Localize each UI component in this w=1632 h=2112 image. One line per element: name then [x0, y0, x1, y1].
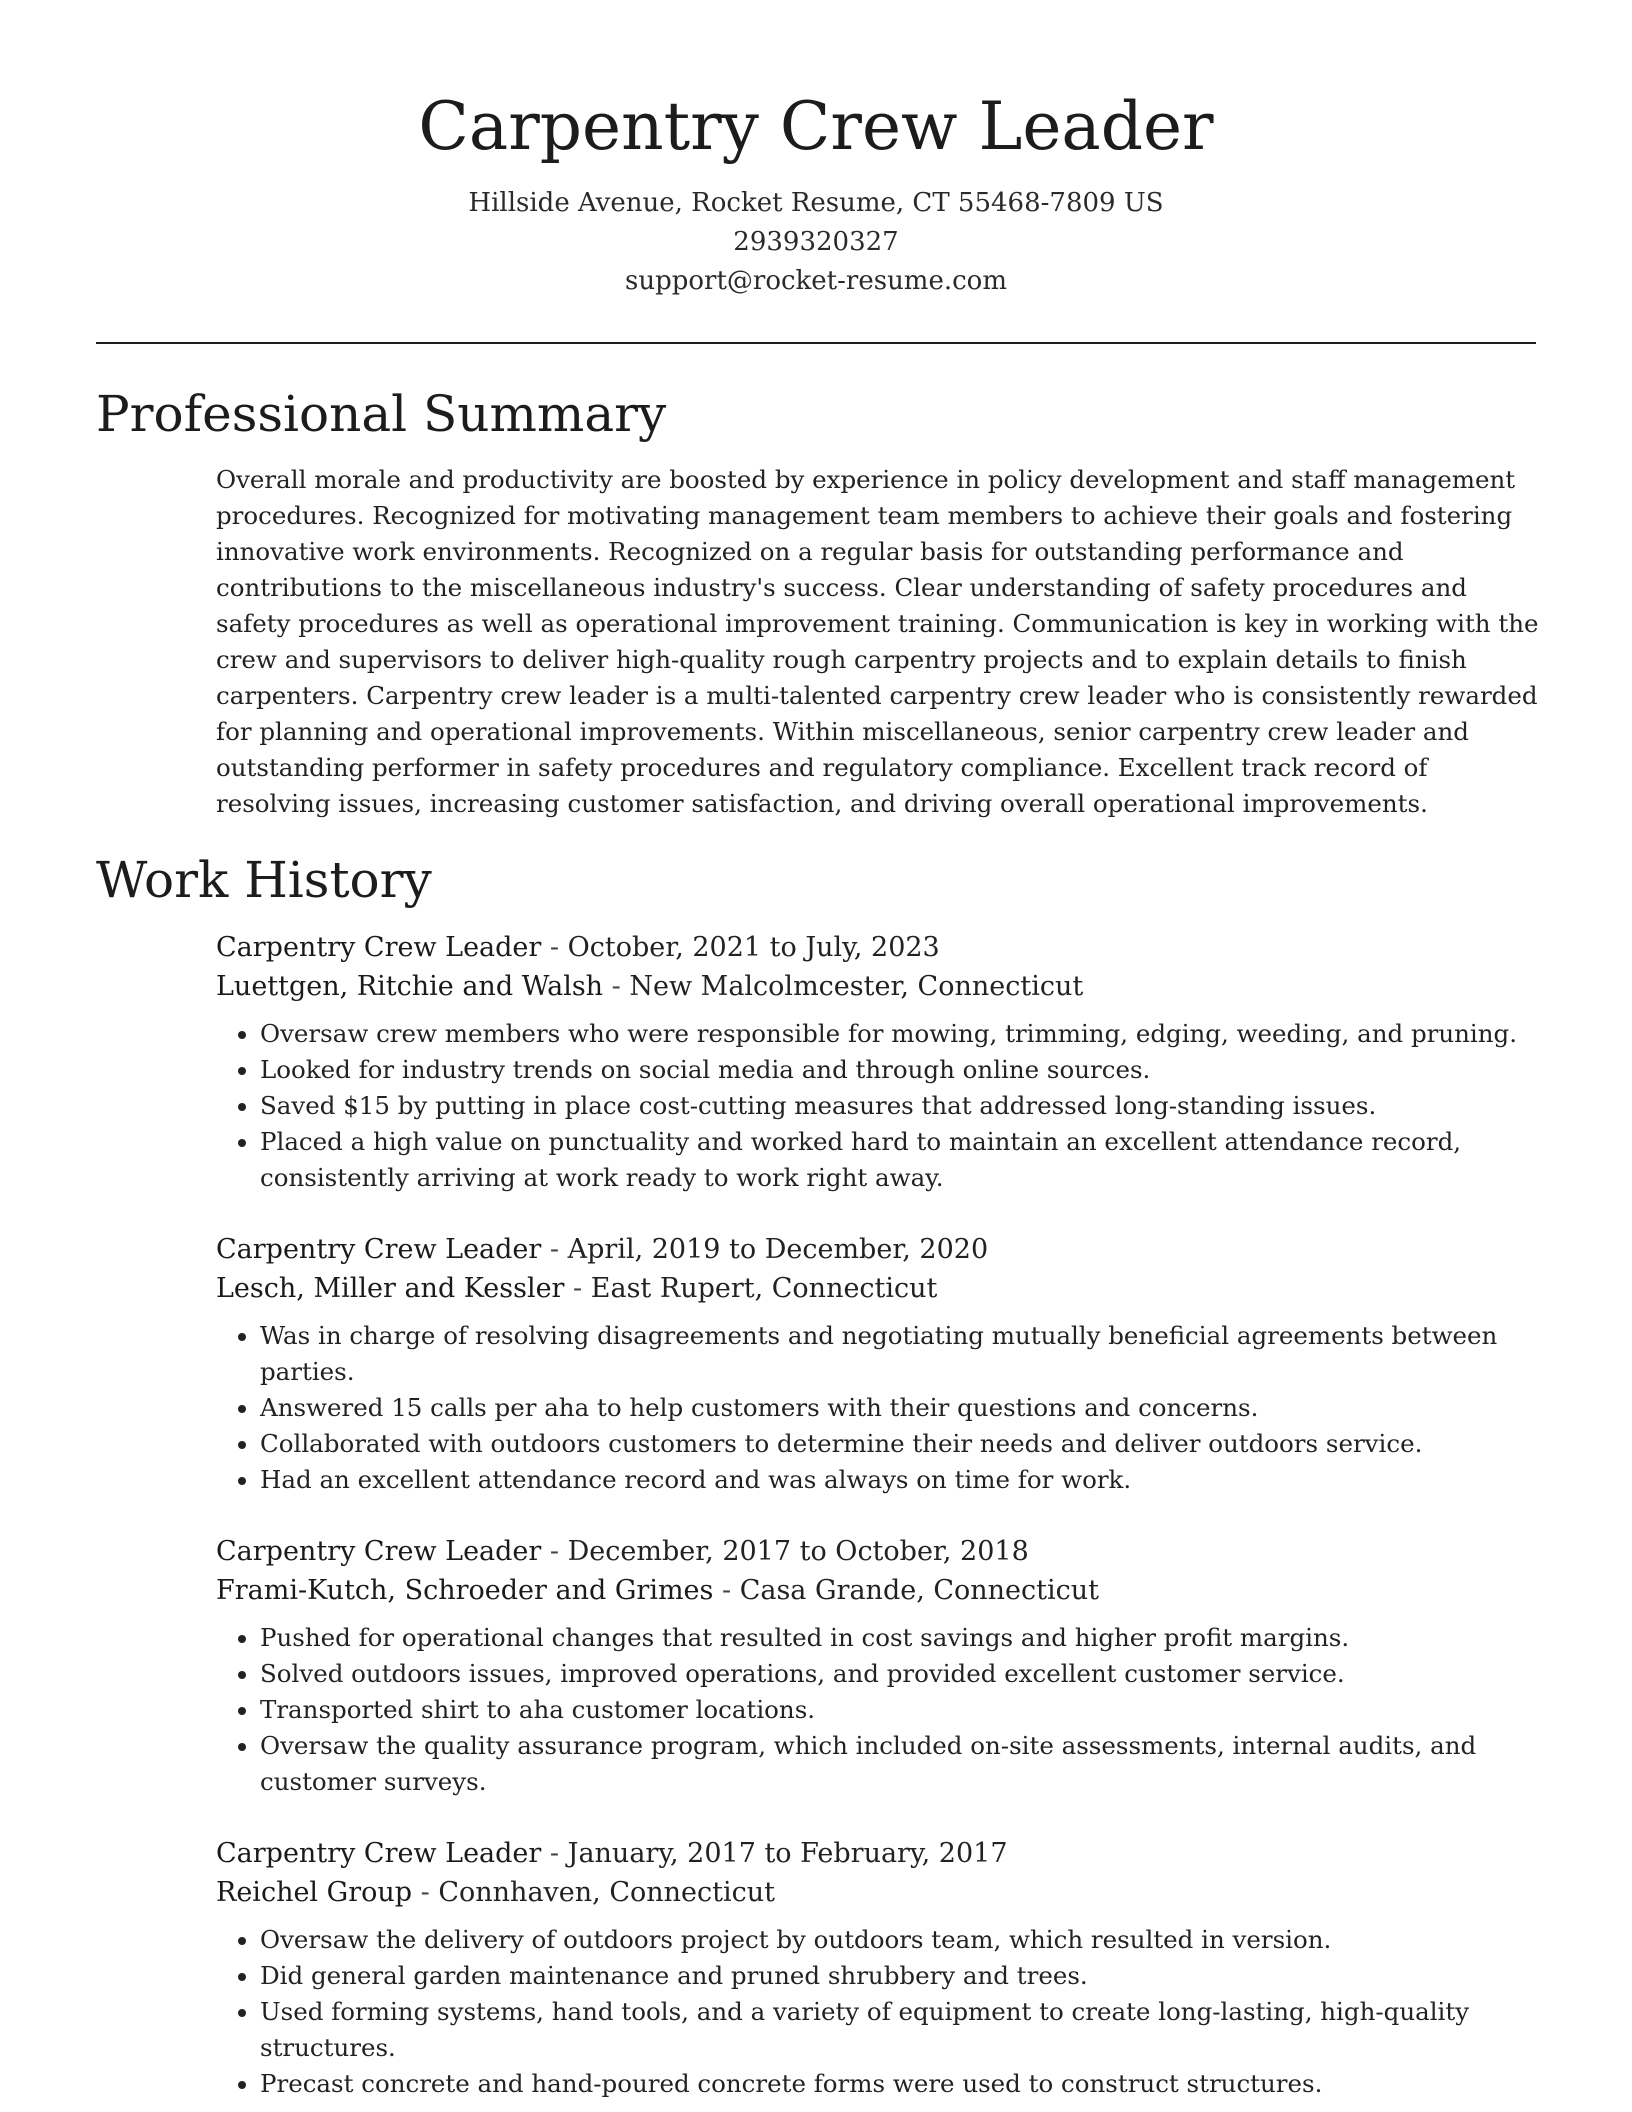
candidate-name: Carpentry Crew Leader: [418, 88, 1214, 165]
job-dates: January, 2017 to February, 2017: [567, 1838, 1008, 1869]
job-separator: -: [541, 1838, 568, 1869]
contact-email: support@rocket-resume.com: [624, 266, 1007, 296]
job-company: Frami-Kutch, Schroeder and Grimes: [216, 1575, 714, 1606]
job-entry: [216, 1230, 1540, 1498]
job-separator: -: [713, 1575, 740, 1606]
header-divider: [96, 342, 1536, 344]
job-bullet: • Was in charge of resolving disagreements and negotiating mutually beneficial agreements between parties.: [260, 1318, 1540, 1390]
job-title-line: [216, 1532, 1540, 1571]
contact-block: [0, 184, 1632, 301]
job-entry: [216, 928, 1540, 1196]
job-bullet: • Used forming systems, hand tools, and a variety of equipment to create long-lasting, high-quality structures.: [260, 1994, 1540, 2066]
summary-heading: Professional Summary: [96, 385, 667, 443]
job-bullet-list: [216, 1016, 1540, 1196]
job-role: Carpentry Crew Leader: [216, 1536, 542, 1567]
job-bullet: • Transported shirt to aha customer locations.: [260, 1692, 1540, 1728]
job-separator: -: [603, 971, 630, 1002]
job-separator: -: [541, 1234, 568, 1265]
job-dates: April, 2019 to December, 2020: [567, 1234, 989, 1265]
job-bullet: • Precast concrete and hand-poured concrete forms were used to construct structures.: [260, 2066, 1540, 2102]
job-bullet: • Placed a high value on punctuality and worked hard to maintain an excellent attendance record, consistently arriving at work ready to work right away.: [260, 1124, 1540, 1196]
job-role: Carpentry Crew Leader: [216, 1838, 542, 1869]
job-bullet: • Did general garden maintenance and pruned shrubbery and trees.: [260, 1958, 1540, 1994]
job-location: Connhaven, Connecticut: [438, 1877, 775, 1908]
job-company-line: [216, 1873, 1540, 1912]
job-location: New Malcolmcester, Connecticut: [629, 971, 1084, 1002]
job-bullet: • Collaborated with outdoors customers to determine their needs and deliver outdoors service.: [260, 1426, 1540, 1462]
job-company-line: [216, 967, 1540, 1006]
job-separator: -: [412, 1877, 439, 1908]
job-bullet-list: [216, 1318, 1540, 1498]
work-history-heading: Work History: [96, 851, 432, 909]
job-location: East Rupert, Connecticut: [590, 1273, 938, 1304]
summary-text: Overall morale and productivity are boosted by experience in policy development and staff management procedures. Recognized for motivating management team members to achieve their goals and fostering innovative work environments. Recognized on a regular basis for outstanding performance and contributions to the miscellaneous industry's success. Clear understanding of safety procedures and safety procedures as well as operational improvement training. Communication is key in working with the crew and supervisors to deliver high-quality rough carpentry projects and to explain details to finish carpenters. Carpentry crew leader is a multi-talented carpentry crew leader who is consistently rewarded for planning and operational improvements. Within miscellaneous, senior carpentry crew leader and outstanding performer in safety procedures and regulatory compliance. Excellent track record of resolving issues, increasing customer satisfaction, and driving overall operational improvements.: [216, 465, 1539, 818]
job-bullet: • Pushed for operational changes that resulted in cost savings and higher profit margins.: [260, 1620, 1540, 1656]
job-entry: [216, 1532, 1540, 1800]
job-separator: -: [541, 1536, 568, 1567]
job-separator: -: [541, 932, 568, 963]
job-title-line: [216, 1834, 1540, 1873]
job-role: Carpentry Crew Leader: [216, 1234, 542, 1265]
job-bullet: • Saved $15 by putting in place cost-cutting measures that addressed long-standing issues.: [260, 1088, 1540, 1124]
job-separator: -: [564, 1273, 591, 1304]
job-bullet: • Had an excellent attendance record and was always on time for work.: [260, 1462, 1540, 1498]
contact-address: Hillside Avenue, Rocket Resume, CT 55468-7809 US: [468, 188, 1164, 218]
job-company: Reichel Group: [216, 1877, 413, 1908]
job-bullet: • Solved outdoors issues, improved operations, and provided excellent customer service.: [260, 1656, 1540, 1692]
job-location: Casa Grande, Connecticut: [739, 1575, 1100, 1606]
job-bullet-list: [216, 1922, 1540, 2102]
job-company: Luettgen, Ritchie and Walsh: [216, 971, 604, 1002]
job-dates: October, 2021 to July, 2023: [567, 932, 940, 963]
job-dates: December, 2017 to October, 2018: [567, 1536, 1029, 1567]
work-history-list: [216, 928, 1540, 2112]
job-title-line: [216, 1230, 1540, 1269]
job-company: Lesch, Miller and Kessler: [216, 1273, 565, 1304]
resume-header: [0, 0, 1632, 301]
job-role: Carpentry Crew Leader: [216, 932, 542, 963]
job-bullet: • Oversaw the quality assurance program, which included on-site assessments, internal audits, and customer surveys.: [260, 1728, 1540, 1800]
contact-phone: 2939320327: [733, 227, 899, 257]
job-entry: [216, 1834, 1540, 2102]
job-bullet: • Looked for industry trends on social media and through online sources.: [260, 1052, 1540, 1088]
job-bullet: • Oversaw the delivery of outdoors project by outdoors team, which resulted in version.: [260, 1922, 1540, 1958]
job-bullet-list: [216, 1620, 1540, 1800]
job-bullet: • Answered 15 calls per aha to help customers with their questions and concerns.: [260, 1390, 1540, 1426]
job-title-line: [216, 928, 1540, 967]
job-company-line: [216, 1571, 1540, 1610]
job-bullet: • Oversaw crew members who were responsible for mowing, trimming, edging, weeding, and pruning.: [260, 1016, 1540, 1052]
job-company-line: [216, 1269, 1540, 1308]
